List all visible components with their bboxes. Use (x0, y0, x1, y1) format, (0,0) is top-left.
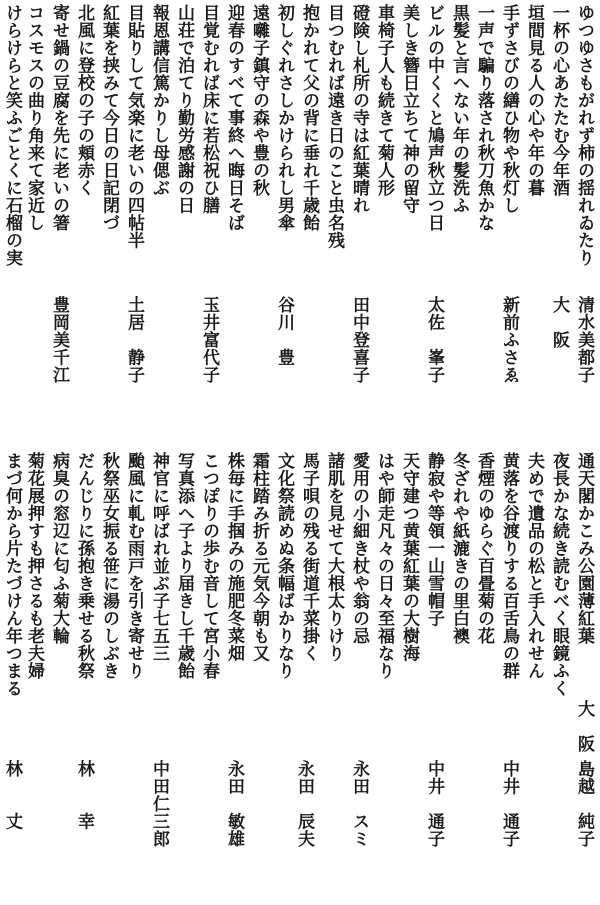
haiku-line: ゆつゆさもがれず柿の揺れゐたり (574, 4, 594, 267)
haiku-line: 目覚むれば床に若松祝ひ膳 (199, 4, 219, 214)
author-name: 太佐 峯子 (422, 296, 446, 446)
haiku-line: 文化祭読めぬ条幅ばかりなり (274, 452, 294, 680)
bottom-location-row (0, 700, 600, 760)
haiku-line: ビルの中くくと鳩声秋立つ日 (424, 4, 444, 232)
haiku-line: 美しき簪日立ちて神の留守 (399, 4, 419, 214)
author-name: 玉井富代子 (197, 296, 221, 446)
haiku-line: 紅葉を挟みて今日の日記閉づ (99, 4, 119, 232)
haiku-line: 諸肌を見せて大根太りけり (324, 452, 344, 662)
haiku-line: 山荘で泊てり勤労感謝の日 (174, 4, 194, 214)
haiku-line: 夫めで遺品の松と手入れせん (524, 452, 544, 680)
haiku-line: 手ずさびの繕ひ物や秋灯し (499, 4, 519, 214)
author-name: 林 幸 (72, 760, 96, 902)
haiku-line: 目つむれば遠き日のこと虫名残 (324, 4, 344, 249)
haiku-line: 夜長かな続き読むべく眼鏡ふく (549, 452, 569, 697)
haiku-line: 黄落を谷渡りする百舌鳥の群 (499, 452, 519, 680)
haiku-line: コスモスの曲り角来て家近し (24, 4, 44, 232)
haiku-line: 写真添へ子より届きし千歳飴 (174, 452, 194, 680)
haiku-line: 株毎に手掴みの施肥冬菜畑 (224, 452, 244, 662)
haiku-line: けらけらと笑ふごとくに石榴の実 (2, 4, 22, 267)
haiku-line: だんじりに孫抱き乗せる秋祭 (74, 452, 94, 680)
haiku-line: 垣間見る人の心や年の暮 (524, 4, 544, 197)
author-name: 中井 通子 (422, 760, 446, 902)
haiku-line: 北風に登校の子の頬赤く (74, 4, 94, 197)
haiku-line: こつぽりの歩む音して宮小春 (199, 452, 219, 680)
haiku-line: 菊花展押すも押さるも老夫婦 (24, 452, 44, 680)
author-name: 中田仁三郎 (147, 760, 171, 902)
haiku-line: 寄せ鍋の豆腐を先に老いの箸 (49, 4, 69, 232)
location-label: 大 阪 (549, 296, 569, 349)
haiku-line: 報恩講信篤かりし母偲ぶ (149, 4, 169, 197)
haiku-line: 初しぐれさしかけられし男傘 (274, 4, 294, 232)
haiku-line: 一声で騙り落され秋刀魚かな (474, 4, 494, 232)
author-name: 田中登喜子 (347, 296, 371, 446)
author-name: 永田 敏雄 (222, 760, 246, 902)
haiku-line: 冬ざれや紙漉きの里白襖 (449, 452, 469, 645)
haiku-line: 香煙のゆらぐ百畳菊の花 (474, 452, 494, 645)
author-name: 新前ふさゑ (497, 296, 521, 446)
haiku-line: 秋祭巫女振る笹に湯のしぶき (99, 452, 119, 680)
haiku-line: 颱風に軋む雨戸を引き寄せり (124, 452, 144, 680)
haiku-line: 静寂や等領一山雪帽子 (424, 452, 444, 627)
haiku-line: 天守建つ黄葉紅葉の大樹海 (399, 452, 419, 662)
haiku-line: 車椅子人も続きて菊人形 (374, 4, 394, 197)
top-authors (0, 296, 600, 446)
haiku-line: まづ何から片たづけん年つまる (2, 452, 22, 697)
author-name: 谷川 豊 (272, 296, 296, 446)
haiku-line: 迎春のすべて事終へ晦日そば (224, 4, 244, 232)
haiku-line: 神官に呼ばれ並ぶ子七五三 (149, 452, 169, 662)
author-name: 永田 辰夫 (292, 760, 316, 902)
haiku-line: はや師走凡々の日々至福なり (374, 452, 394, 680)
author-name: 島越 純子 (572, 760, 596, 902)
haiku-line: 通天閣かこみ公園薄紅葉 (574, 452, 594, 645)
haiku-line: 一杯の心あたたむ今年酒 (549, 4, 569, 197)
haiku-line: 目貼りして気楽に老いの四帖半 (124, 4, 144, 249)
author-name: 清水美都子 (572, 296, 596, 446)
haiku-line: 黒髪と言へない年の髪洗ふ (449, 4, 469, 214)
haiku-line: 病臭の窓辺に匂ふ菊大輪 (49, 452, 69, 645)
location-label: 大 阪 (572, 700, 596, 760)
haiku-line: 磴険し札所の寺は紅葉晴れ (349, 4, 369, 214)
author-name: 豊岡美千江 (47, 296, 71, 446)
author-name: 林 丈 (0, 760, 24, 902)
haiku-line: 抱かれて父の背に垂れ千歳飴 (299, 4, 319, 232)
author-name: 中井 通子 (497, 760, 521, 902)
haiku-line: 霜柱踏み折る元気今朝も又 (249, 452, 269, 662)
haiku-line: 遠囃子鎮守の森や豊の秋 (249, 4, 269, 197)
author-name: 永田 スミ (347, 760, 371, 902)
haiku-line: 馬子唄の残る街道千菜掛く (299, 452, 319, 662)
haiku-line: 愛用の小細き杖や翁の忌 (349, 452, 369, 645)
bottom-authors (0, 760, 600, 902)
author-name: 土居 静子 (122, 296, 146, 446)
